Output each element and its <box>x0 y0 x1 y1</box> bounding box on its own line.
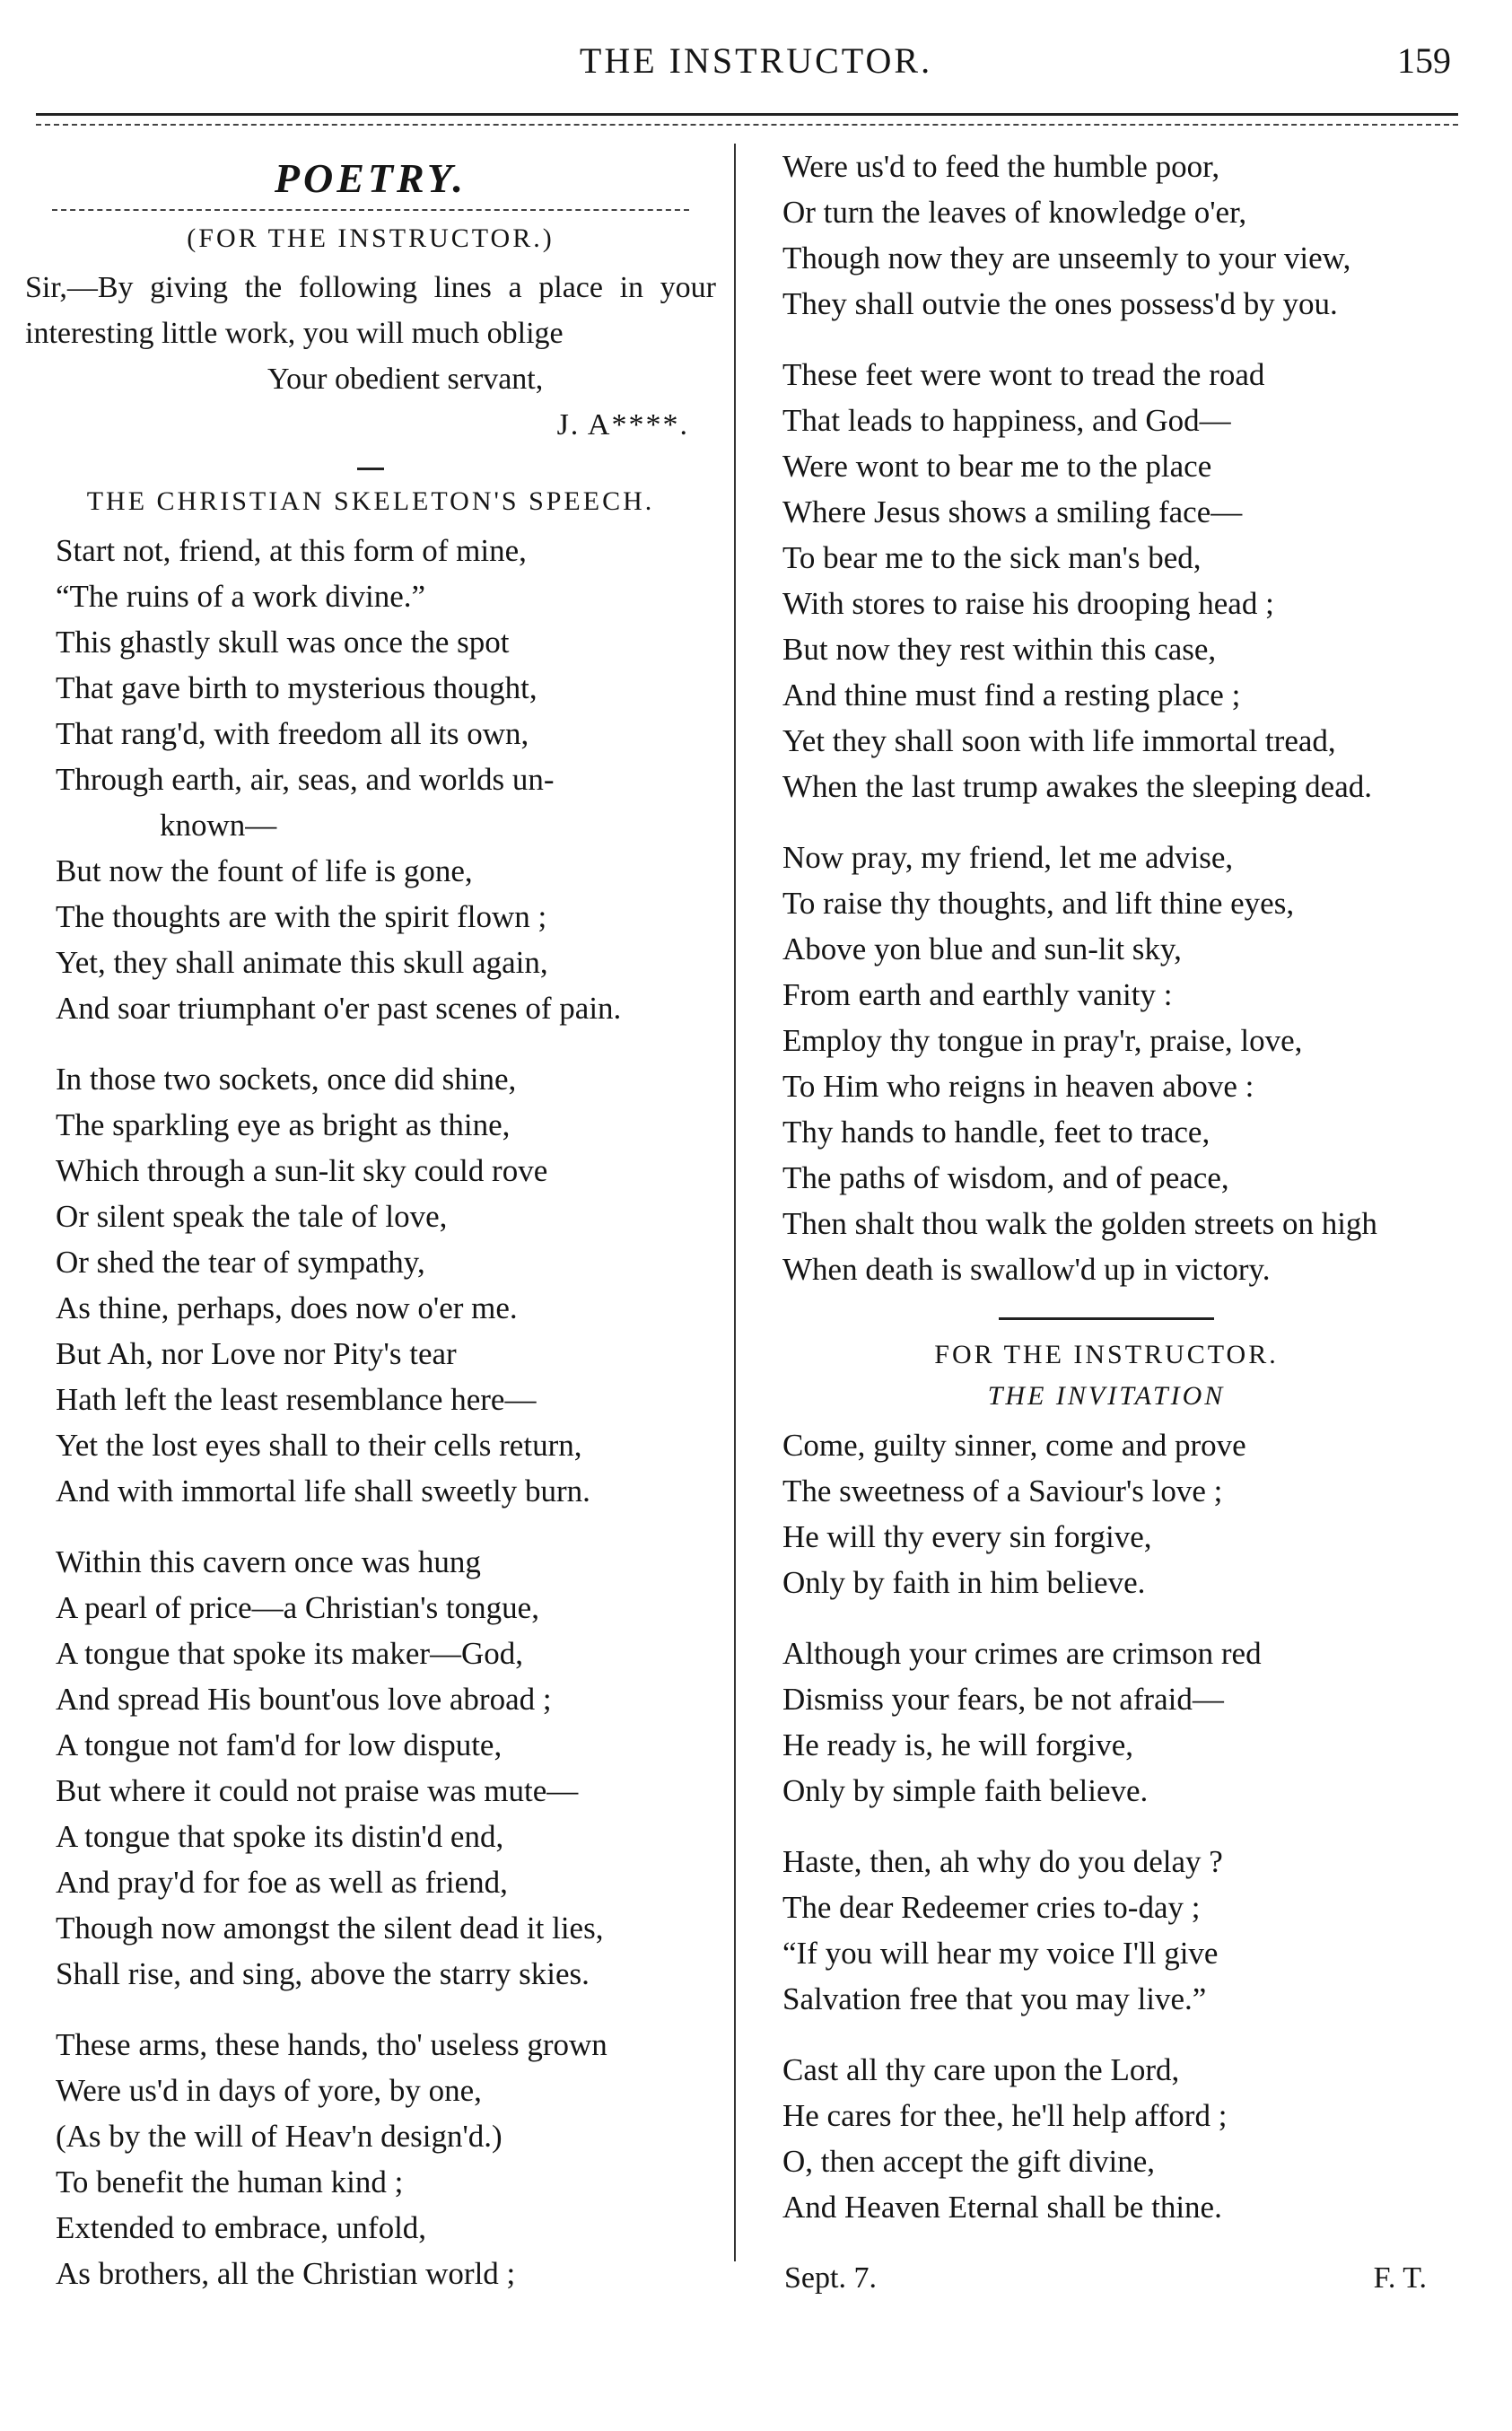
verse-line: A tongue not fam'd for low dispute, <box>56 1727 503 1762</box>
header-rule <box>36 113 1458 116</box>
verse-line: Salvation free that you may live.” <box>782 1981 1207 2016</box>
verse-line: “The ruins of a work divine.” <box>56 579 426 614</box>
verse-line: Yet, they shall animate this skull again, <box>56 945 548 980</box>
verse-line: Above yon blue and sun-lit sky, <box>782 931 1182 966</box>
verse-line: Though now they are unseemly to your view, <box>782 240 1351 275</box>
verse-line: And spread His bount'ous love abroad ; <box>56 1682 552 1717</box>
verse-line: Employ thy tongue in pray'r, praise, love, <box>782 1023 1303 1058</box>
stanza <box>752 352 1461 809</box>
section-rule <box>999 1317 1214 1320</box>
verse-line: A pearl of price—a Christian's tongue, <box>56 1590 539 1625</box>
verse-line: This ghastly skull was once the spot <box>56 625 510 660</box>
verse-line: Or shed the tear of sympathy, <box>56 1245 425 1280</box>
verse-line: And thine must find a resting place ; <box>782 678 1241 713</box>
verse-line: The dear Redeemer cries to-day ; <box>782 1890 1201 1925</box>
verse-line: Which through a sun-lit sky could rove <box>56 1153 548 1188</box>
poem-stanzas <box>25 528 716 2296</box>
verse-line: Were us'd in days of yore, by one, <box>56 2073 482 2108</box>
stanza <box>752 2047 1461 2230</box>
letter-signature: J. A****. <box>556 408 689 442</box>
verse-line: To benefit the human kind ; <box>56 2164 404 2199</box>
verse-line: Start not, friend, at this form of mine, <box>56 533 527 568</box>
verse-line: He ready is, he will forgive, <box>782 1727 1134 1762</box>
stanza <box>752 1839 1461 2022</box>
stanza <box>25 1056 716 1514</box>
verse-line: (As by the will of Heav'n design'd.) <box>56 2119 503 2154</box>
verse-line: Were wont to bear me to the place <box>782 449 1212 484</box>
stanza <box>25 528 716 1031</box>
verse-line: The sparkling eye as bright as thine, <box>56 1107 511 1142</box>
verse-line: Dismiss your fears, be not afraid— <box>782 1682 1224 1717</box>
verse-line: In those two sockets, once did shine, <box>56 1062 517 1097</box>
verse-line: But Ah, nor Love nor Pity's tear <box>56 1336 457 1371</box>
verse-line: From earth and earthly vanity : <box>782 977 1173 1012</box>
verse-line: Only by faith in him believe. <box>782 1565 1146 1600</box>
running-title: THE INSTRUCTOR. <box>579 40 933 81</box>
verse-line: Yet the lost eyes shall to their cells return, <box>56 1428 582 1463</box>
letter-text: Sir,—By giving the following lines a place in your interesting little work, you will much oblige <box>25 271 716 350</box>
verse-line: And soar triumphant o'er past scenes of pain. <box>56 991 622 1026</box>
verse-line: known— <box>160 808 277 843</box>
stanza <box>25 1539 716 1997</box>
verse-line: These feet were wont to tread the road <box>782 357 1265 392</box>
verse-line: Were us'd to feed the humble poor, <box>782 149 1220 184</box>
verse-line: And pray'd for foe as well as friend, <box>56 1865 508 1900</box>
stanza <box>752 1631 1461 1814</box>
header-rule-dashed <box>36 124 1458 126</box>
verse-line: But now they rest within this case, <box>782 632 1217 667</box>
verse-line: Where Jesus shows a smiling face— <box>782 494 1243 529</box>
verse-line: To bear me to the sick man's bed, <box>782 540 1202 575</box>
verse-line: Only by simple faith believe. <box>782 1773 1149 1808</box>
verse-line: “If you will hear my voice I'll give <box>782 1936 1219 1971</box>
verse-line: That gave birth to mysterious thought, <box>56 670 538 705</box>
verse-line: Thy hands to handle, feet to trace, <box>782 1115 1210 1150</box>
letter-body <box>25 265 716 402</box>
invitation-stanzas <box>752 1422 1461 2230</box>
stanza <box>752 1422 1461 1605</box>
verse-line: Though now amongst the silent dead it lies, <box>56 1911 604 1946</box>
verse-line: Cast all thy care upon the Lord, <box>782 2052 1180 2087</box>
verse-line: They shall outvie the ones possess'd by you. <box>782 286 1338 321</box>
verse-line: That leads to happiness, and God— <box>782 403 1231 438</box>
verse-line: When the last trump awakes the sleeping dead. <box>782 769 1373 804</box>
verse-line: Shall rise, and sing, above the starry skies. <box>56 1956 590 1991</box>
invitation-title: THE INVITATION <box>987 1381 1226 1411</box>
stanza <box>752 144 1461 327</box>
verse-line: But where it could not praise was mute— <box>56 1773 579 1808</box>
verse-line: A tongue that spoke its distin'd end, <box>56 1819 504 1854</box>
verse-line: O, then accept the gift divine, <box>782 2144 1155 2179</box>
verse-line: The paths of wisdom, and of peace, <box>782 1160 1229 1195</box>
verse-line: And with immortal life shall sweetly burn. <box>56 1473 590 1508</box>
verse-line: Extended to embrace, unfold, <box>56 2210 427 2245</box>
short-rule <box>357 468 384 470</box>
verse-line: He cares for thee, he'll help afford ; <box>782 2098 1228 2133</box>
verse-line: Or silent speak the tale of love, <box>56 1199 448 1234</box>
verse-line: A tongue that spoke its maker—God, <box>56 1636 524 1671</box>
verse-line: As brothers, all the Christian world ; <box>56 2256 516 2291</box>
for-instructor-line-2: FOR THE INSTRUCTOR. <box>934 1340 1279 1369</box>
stanza <box>25 2022 716 2296</box>
verse-line: Now pray, my friend, let me advise, <box>782 840 1234 875</box>
verse-line: And Heaven Eternal shall be thine. <box>782 2190 1222 2225</box>
verse-line: These arms, these hands, tho' useless grown <box>56 2027 607 2062</box>
verse-line: But now the fount of life is gone, <box>56 853 473 888</box>
date: Sept. 7. <box>784 2261 877 2295</box>
verse-line: As thine, perhaps, does now o'er me. <box>56 1290 518 1325</box>
verse-line: Haste, then, ah why do you delay ? <box>782 1844 1223 1879</box>
stanza <box>752 835 1461 1292</box>
verse-line: He will thy every sin forgive, <box>782 1519 1152 1554</box>
verse-line: To Him who reigns in heaven above : <box>782 1069 1254 1104</box>
for-instructor-line: (FOR THE INSTRUCTOR.) <box>187 223 555 253</box>
verse-line: The sweetness of a Saviour's love ; <box>782 1473 1223 1508</box>
verse-line: Yet they shall soon with life immortal tread, <box>782 723 1336 758</box>
column-divider <box>734 144 736 2261</box>
verse-line: With stores to raise his drooping head ; <box>782 586 1274 621</box>
verse-line: Then shalt thou walk the golden streets on high <box>782 1206 1377 1241</box>
verse-line: The thoughts are with the spirit flown ; <box>56 899 547 934</box>
poem-title: THE CHRISTIAN SKELETON'S SPEECH. <box>86 486 655 516</box>
section-title: POETRY. <box>274 155 468 201</box>
verse-line: To raise thy thoughts, and lift thine eyes, <box>782 886 1295 921</box>
letter-closing: Your obedient servant, <box>267 363 544 396</box>
verse-line: Within this cavern once was hung <box>56 1544 481 1579</box>
page-number: 159 <box>1397 40 1451 81</box>
verse-line: Although your crimes are crimson red <box>782 1636 1262 1671</box>
title-rule <box>52 209 689 211</box>
verse-line: When death is swallow'd up in victory. <box>782 1252 1271 1287</box>
author-initials: F. T. <box>1373 2261 1427 2295</box>
poem-continuation <box>752 144 1461 1292</box>
running-header <box>0 39 1512 84</box>
verse-line: Hath left the least resemblance here— <box>56 1382 537 1417</box>
right-column <box>752 144 1461 2295</box>
verse-line: That rang'd, with freedom all its own, <box>56 716 529 751</box>
verse-line: Or turn the leaves of knowledge o'er, <box>782 195 1247 230</box>
verse-line: Come, guilty sinner, come and prove <box>782 1428 1246 1463</box>
left-column <box>25 144 716 2322</box>
verse-line: Through earth, air, seas, and worlds un- <box>56 762 555 797</box>
